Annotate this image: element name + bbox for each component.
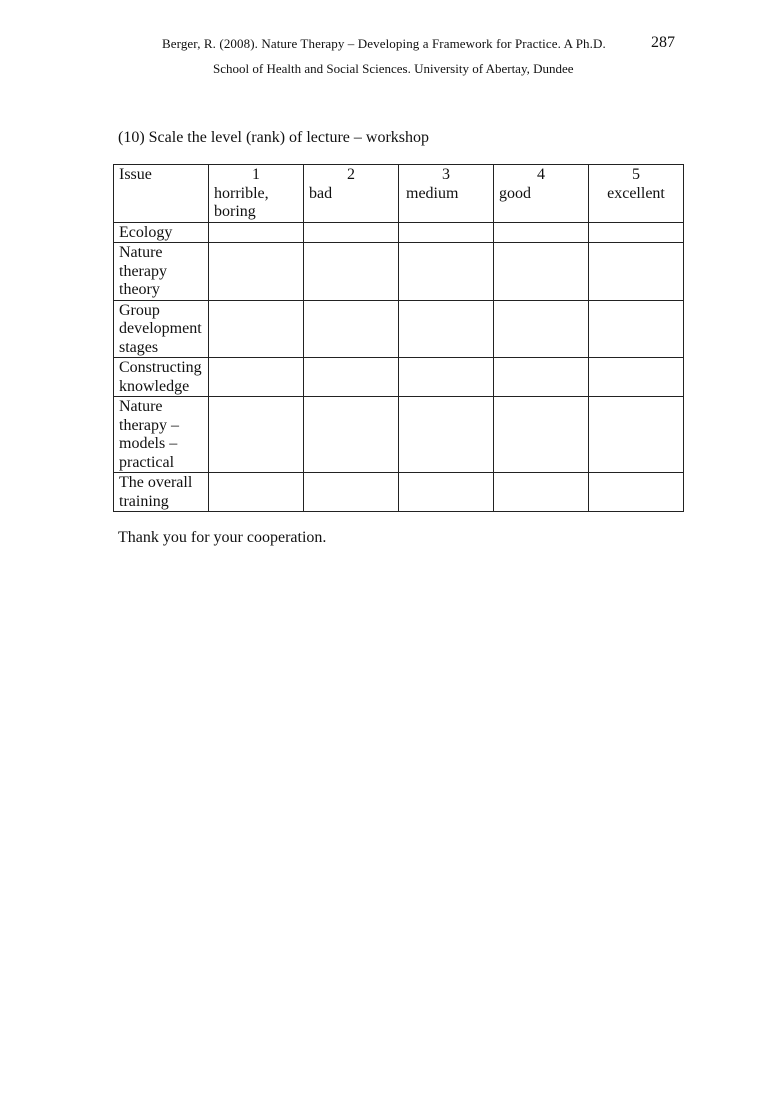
scale-label: good [499,184,531,202]
rating-cell[interactable] [494,222,589,243]
scale-label: excellent [607,184,665,202]
column-header-5 [589,165,684,223]
running-header-citation: Berger, R. (2008). Nature Therapy – Developing a Framework for Practice. A Ph.D. [162,36,606,51]
question-title: (10) Scale the level (rank) of lecture – workshop [118,129,429,146]
rating-cell[interactable] [399,358,494,397]
rating-cell[interactable] [589,222,684,243]
rating-cell[interactable] [494,358,589,397]
table-header-row [114,165,684,223]
rating-cell[interactable] [399,300,494,358]
rating-cell[interactable] [304,222,399,243]
rating-cell[interactable] [399,222,494,243]
table-row [114,243,684,301]
rating-cell[interactable] [209,243,304,301]
rating-cell[interactable] [209,300,304,358]
rating-cell[interactable] [399,473,494,512]
table-row [114,300,684,358]
issue-label: The overall training [114,473,209,512]
rating-cell[interactable] [589,473,684,512]
rating-cell[interactable] [399,397,494,473]
scale-label: medium [406,184,459,202]
issue-label: Nature therapy theory [114,243,209,301]
rating-cell[interactable] [494,473,589,512]
scale-number: 5 [632,166,640,183]
scale-label: bad [309,184,333,202]
issue-label: Nature therapy – models – practical [114,397,209,473]
rating-cell[interactable] [304,397,399,473]
issue-header: Issue [114,165,209,223]
rating-cell[interactable] [494,300,589,358]
rating-table [113,164,684,512]
column-header-2 [304,165,399,223]
rating-cell[interactable] [589,243,684,301]
page-number: 287 [651,34,675,51]
rating-cell[interactable] [589,300,684,358]
table-row [114,473,684,512]
scale-number: 4 [537,166,545,183]
rating-cell[interactable] [209,358,304,397]
column-header-4 [494,165,589,223]
running-header-institution: School of Health and Social Sciences. University of Abertay, Dundee [213,61,574,76]
rating-cell[interactable] [304,300,399,358]
scale-number: 2 [347,166,355,183]
issue-label: Ecology [114,222,209,243]
scale-number: 1 [252,166,260,183]
rating-cell[interactable] [209,222,304,243]
rating-cell[interactable] [304,358,399,397]
rating-cell[interactable] [209,397,304,473]
rating-cell[interactable] [589,358,684,397]
closing-text: Thank you for your cooperation. [118,529,327,546]
column-header-3 [399,165,494,223]
rating-cell[interactable] [589,397,684,473]
rating-cell[interactable] [304,473,399,512]
column-header-1 [209,165,304,223]
scale-number: 3 [442,166,450,183]
issue-label: Constructing knowledge [114,358,209,397]
rating-cell[interactable] [494,243,589,301]
scale-label: horrible, boring [214,184,269,220]
rating-cell[interactable] [399,243,494,301]
issue-label: Group development stages [114,300,209,358]
table-row [114,397,684,473]
table-row [114,222,684,243]
rating-cell[interactable] [494,397,589,473]
table-row [114,358,684,397]
rating-cell[interactable] [304,243,399,301]
rating-cell[interactable] [209,473,304,512]
